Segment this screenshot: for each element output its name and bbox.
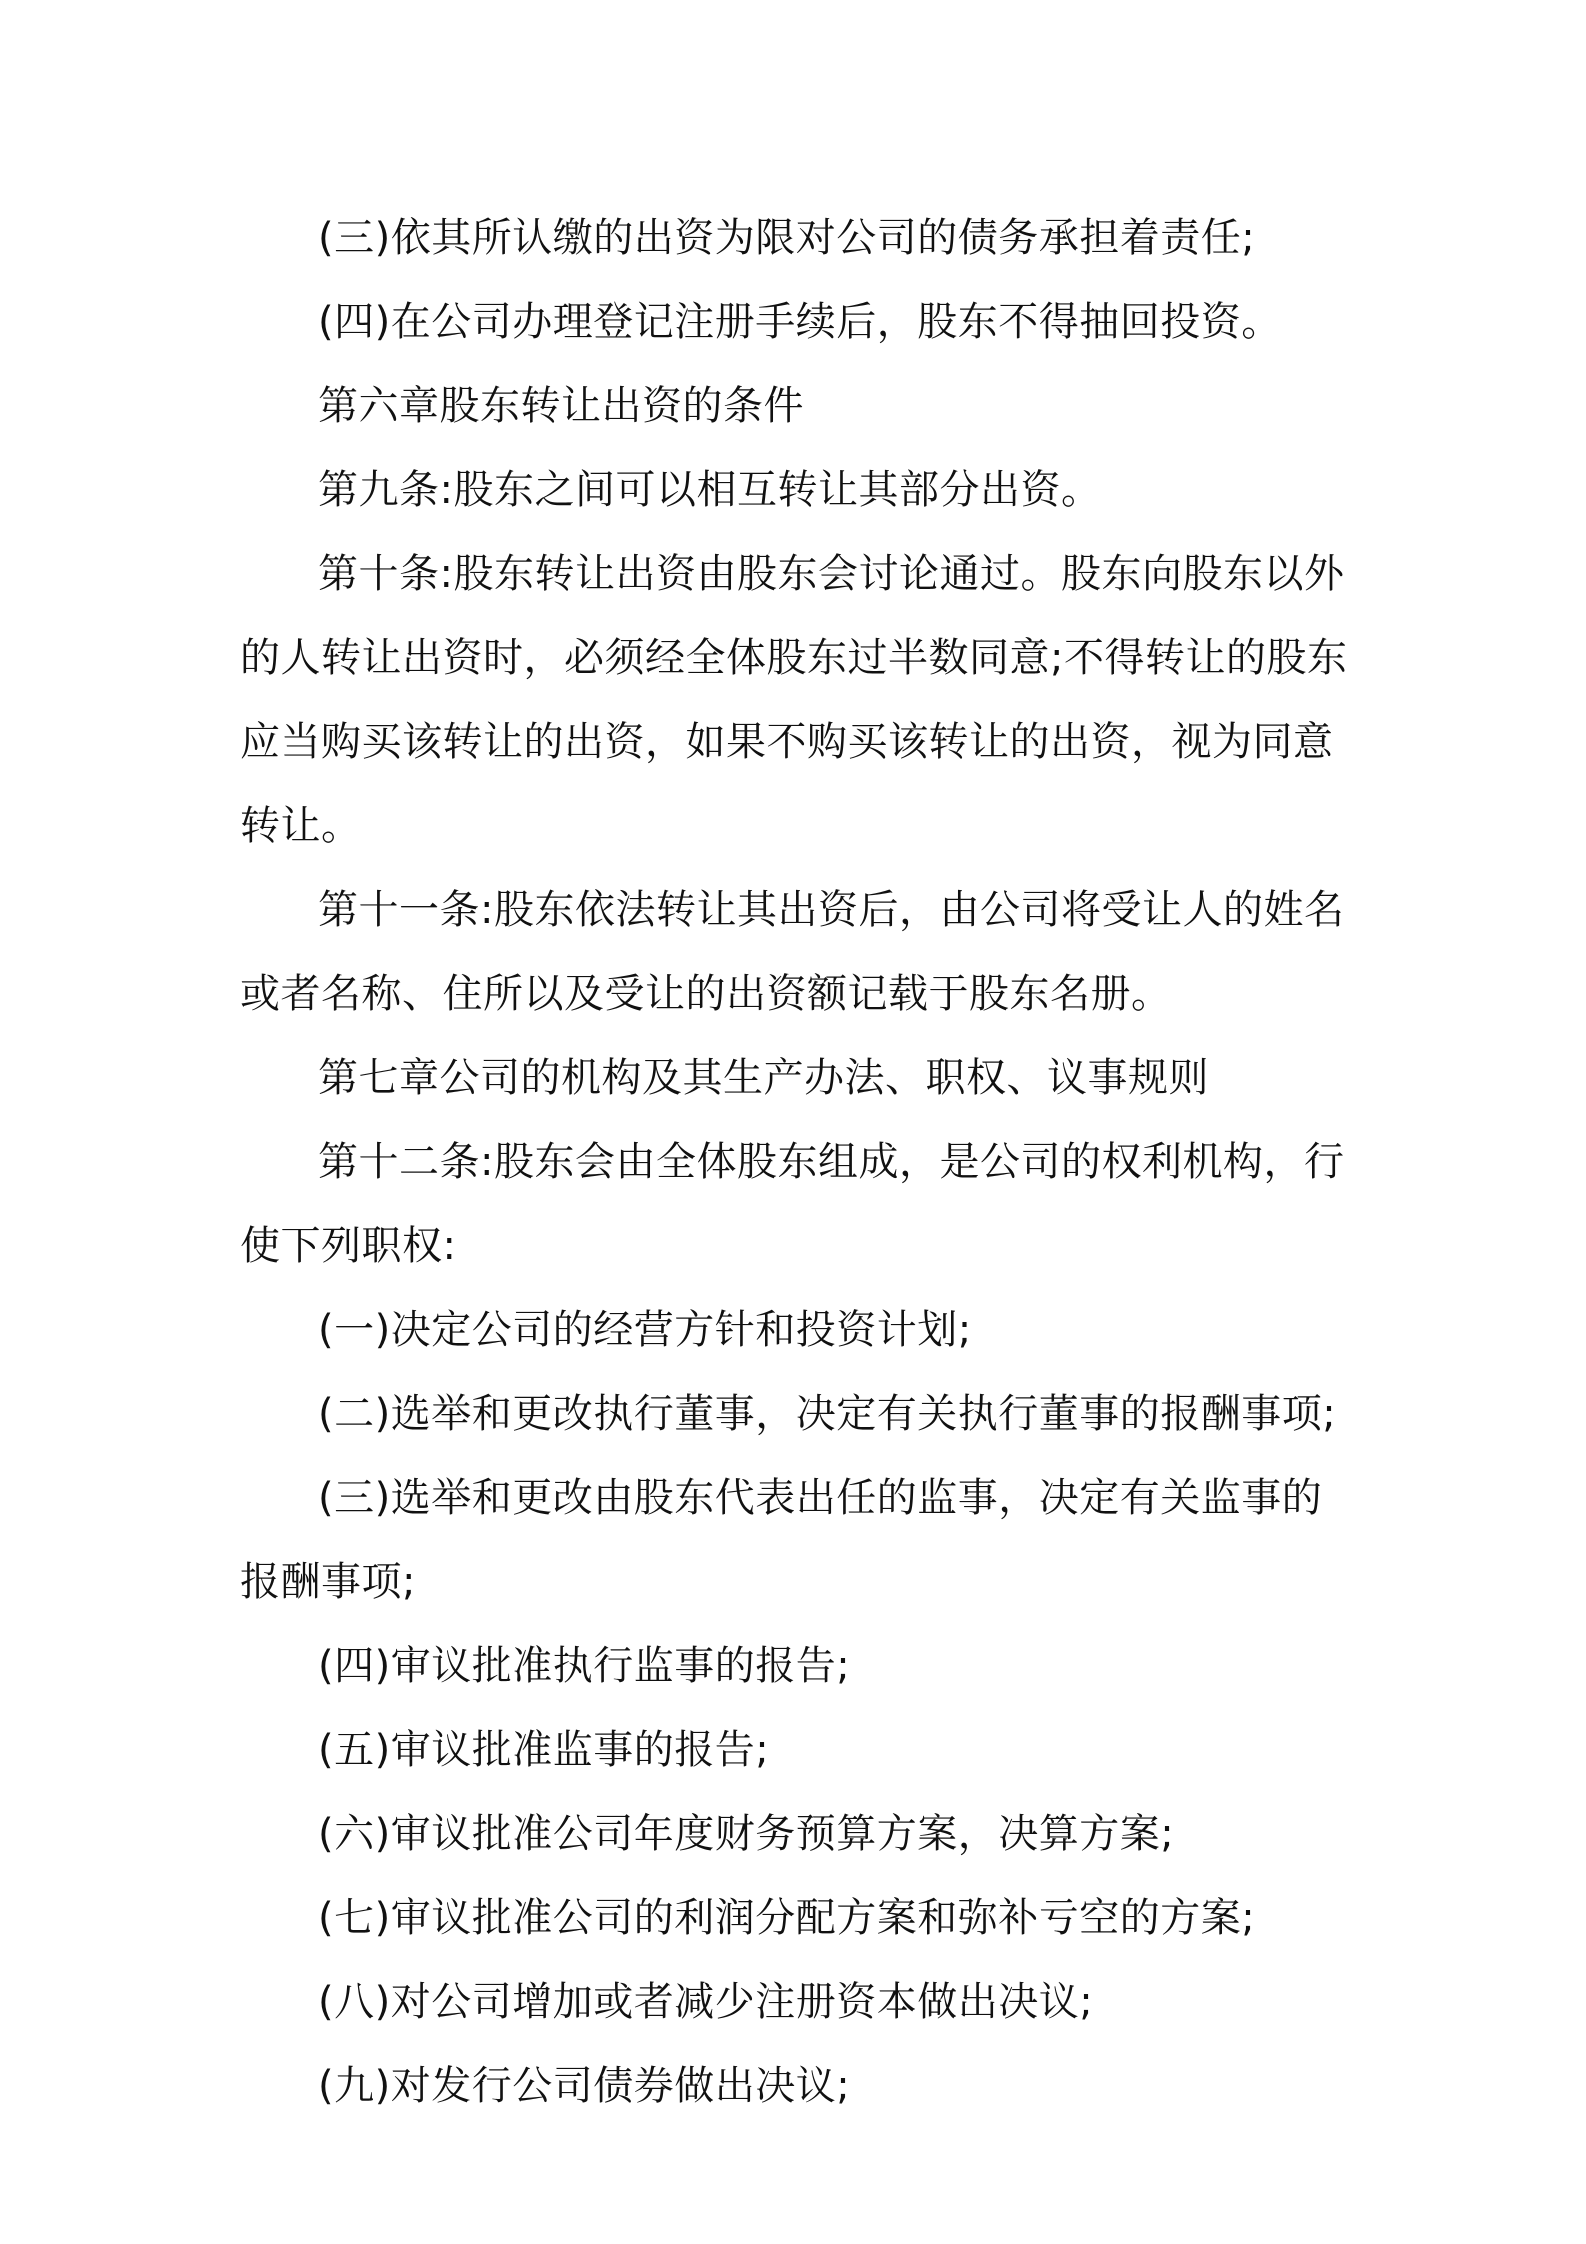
article-9: 第九条:股东之间可以相互转让其部分出资。 [318,467,1102,513]
power-item-5: (五)审议批准监事的报告; [318,1727,770,1773]
power-item-9: (九)对发行公司债券做出决议; [318,2063,851,2109]
chapter-7-heading: 第七章公司的机构及其生产办法、职权、议事规则 [318,1055,1209,1101]
document-body [240,196,1360,2128]
article-11: 第十一条:股东依法转让其出资后，由公司将受让人的姓名或者名称、住所以及受让的出资额记载于股东名册。 [240,887,1345,1017]
power-item-2: (二)选举和更改执行董事，决定有关执行董事的报酬事项; [318,1391,1337,1437]
paragraph-item-3-liability: (三)依其所认缴的出资为限对公司的债务承担着责任; [318,215,1256,261]
chapter-6-heading: 第六章股东转让出资的条件 [318,383,804,429]
power-item-3: (三)选举和更改由股东代表出任的监事，决定有关监事的报酬事项; [240,1475,1323,1605]
article-10: 第十条:股东转让出资由股东会讨论通过。股东向股东以外的人转让出资时，必须经全体股东过半数同意;不得转让的股东应当购买该转让的出资，如果不购买该转让的出资，视为同意转让。 [240,551,1348,849]
article-12: 第十二条:股东会由全体股东组成，是公司的权利机构，行使下列职权: [240,1139,1345,1269]
power-item-6: (六)审议批准公司年度财务预算方案，决算方案; [318,1811,1175,1857]
power-item-4: (四)审议批准执行监事的报告; [318,1643,851,1689]
power-item-1: (一)决定公司的经营方针和投资计划; [318,1307,972,1353]
power-item-7: (七)审议批准公司的利润分配方案和弥补亏空的方案; [318,1895,1256,1941]
power-item-8: (八)对公司增加或者减少注册资本做出决议; [318,1979,1094,2025]
paragraph-item-4-no-withdrawal: (四)在公司办理登记注册手续后，股东不得抽回投资。 [318,299,1282,345]
